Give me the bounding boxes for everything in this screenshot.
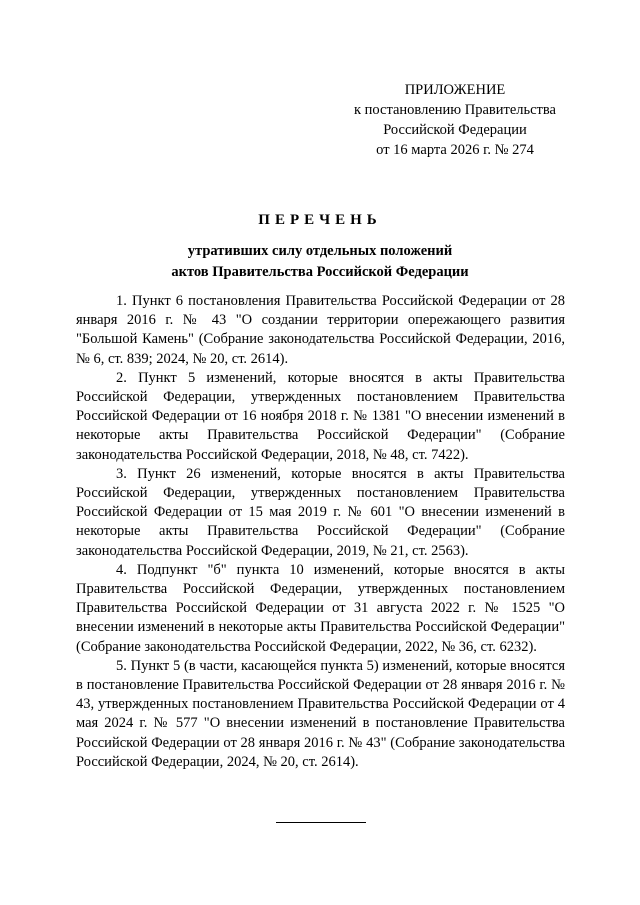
appendix-line-3: от 16 марта 2026 г. № 274 (376, 142, 534, 158)
list-item-3: 3. Пункт 26 изменений, которые вносятся в акты Правительства Российской Федерации, утвержденных постановлением Правительства Российской Федерации от 15 мая 2019 г. № 601 "О внесении изменений в некоторые акты Правительства Российской Федерации" (Собрание законодательства Российской Федерации, 2019, № 21, ст. 2563). (76, 465, 565, 559)
closing-separator-line (276, 822, 366, 823)
list-item-1: 1. Пункт 6 постановления Правительства Российской Федерации от 28 января 2016 г. № 43 "О создании территории опережающего развития "Большой Камень" (Собрание законодательства Российской Федерации, 2016, № 6, ст. 839; 2024, № 20, ст. 2614). (76, 293, 565, 367)
title-block (72, 210, 568, 283)
appendix-line-2: Российской Федерации (383, 122, 527, 138)
appendix-line-1: к постановлению Правительства (354, 102, 556, 118)
document-title: ПЕРЕЧЕНЬ (258, 212, 382, 228)
appendix-header (330, 80, 580, 160)
subtitle-line-1: утративших силу отдельных положений (187, 243, 453, 259)
list-item-4: 4. Подпункт "б" пункта 10 изменений, которые вносятся в акты Правительства Российской Федерации, утвержденных постановлением Правительства Российской Федерации от 31 августа 2022 г. № 1525 "О внесении изменений в некоторые акты Правительства Российской Федерации" (Собрание законодательства Российской Федерации, 2022, № 36, ст. 6232). (76, 561, 565, 655)
items-list (76, 292, 565, 772)
subtitle-line-2: актов Правительства Российской Федерации (171, 264, 469, 280)
list-item-2: 2. Пункт 5 изменений, которые вносятся в акты Правительства Российской Федерации, утвержденных постановлением Правительства Российской Федерации от 16 ноября 2018 г. № 1381 "О внесении изменений в некоторые акты Правительства Российской Федерации" (Собрание законодательства Российской Федерации, 2018, № 48, ст. 7422). (76, 369, 565, 463)
list-item-5: 5. Пункт 5 (в части, касающейся пункта 5) изменений, которые вносятся в постановление Правительства Российской Федерации от 28 января 2016 г. № 43, утвержденных постановлением Правительства Российской Федерации от 4 мая 2024 г. № 577 "О внесении изменений в постановление Правительства Российской Федерации от 28 января 2016 г. № 43" (Собрание законодательства Российской Федерации, 2024, № 20, ст. 2614). (76, 657, 565, 770)
appendix-heading: ПРИЛОЖЕНИЕ (404, 82, 506, 98)
document-subtitle (72, 241, 568, 283)
